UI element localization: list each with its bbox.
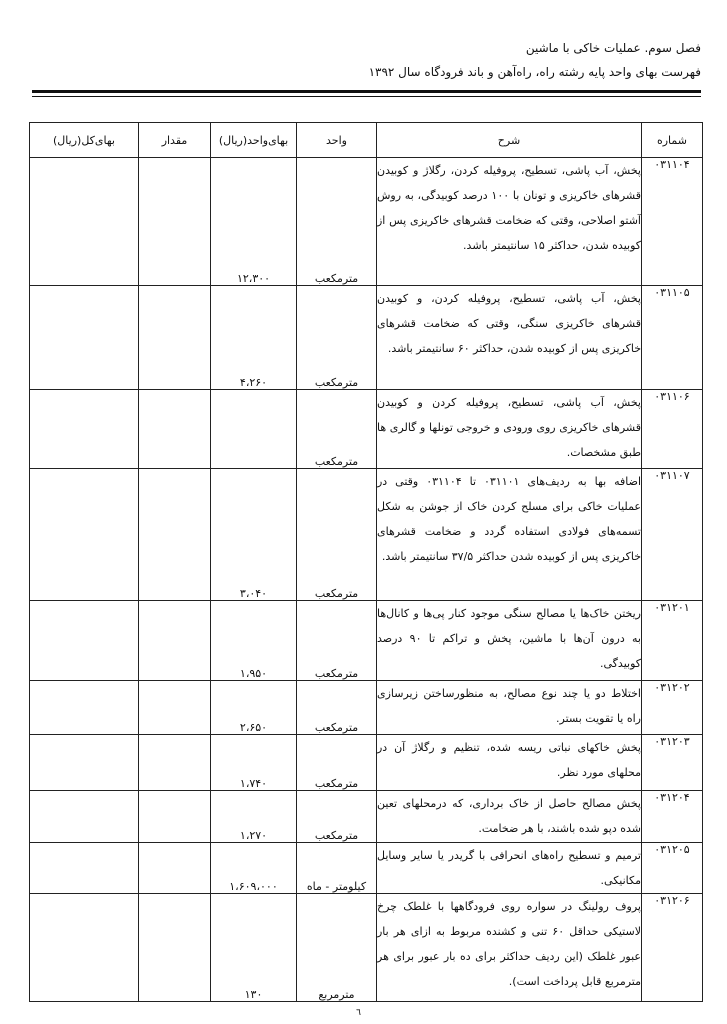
rates-table: [29, 122, 703, 1002]
row-number: ۰۳۱۱۰۵: [642, 286, 703, 390]
row-quantity: [139, 681, 211, 735]
header-number: شماره: [642, 123, 703, 158]
row-quantity: [139, 286, 211, 390]
row-description: اضافه بها به ردیف‌های ۰۳۱۱۰۱ تا ۰۳۱۱۰۴ وقتی در عملیات خاکی برای مسلح کردن خاک از جوشن به شکل تسمه‌های فولادی استفاده گردد و ضخامت قشرهای خاکریزی پس از کوبیده شدن حداکثر ۳۷/۵ سانتیمتر باشد.: [377, 469, 642, 601]
row-number: ۰۳۱۲۰۱: [642, 601, 703, 681]
row-total: [30, 286, 139, 390]
row-description: پخش مصالح حاصل از خاک برداری، که درمحلهای تعین شده دپو شده باشند، با هر ضخامت.: [377, 791, 642, 843]
row-quantity: [139, 469, 211, 601]
row-quantity: [139, 791, 211, 843]
table-row: [30, 390, 703, 469]
row-quantity: [139, 735, 211, 791]
row-unit: کیلومتر - ماه: [297, 843, 377, 894]
table-row: [30, 286, 703, 390]
row-description: اختلاط دو یا چند نوع مصالح، به منظورساختن زیرسازی راه یا تقویت بستر.: [377, 681, 642, 735]
header-quantity: مقدار: [139, 123, 211, 158]
row-description: ترمیم و تسطیح راه‌های انحرافی با گریدر یا سایر وسایل مکانیکی.: [377, 843, 642, 894]
row-total: [30, 601, 139, 681]
table-row: [30, 843, 703, 894]
row-unit-price: ۱،۷۴۰: [211, 735, 297, 791]
row-unit-price: ۴،۲۶۰: [211, 286, 297, 390]
row-number: ۰۳۱۲۰۵: [642, 843, 703, 894]
row-unit: مترمکعب: [297, 469, 377, 601]
table-header-row: [30, 123, 703, 158]
row-description: ریختن خاک‌ها یا مصالح سنگی موجود کنار پی‌ها و کانال‌ها به درون آن‌ها با ماشین، پخش و تراکم تا ۹۰ درصد کوبیدگی.: [377, 601, 642, 681]
list-subtitle: فهرست بهای واحد پایه رشته راه، راه‌آهن و باند فرودگاه سال ۱۳۹۲: [368, 65, 701, 79]
row-unit: مترمکعب: [297, 390, 377, 469]
header-unit-price: بهای‌واحد(ریال): [211, 123, 297, 158]
row-description: پخش، آب پاشی، تسطیح، پروفیله کردن، رگلاژ و کوبیدن قشرهای خاکریزی و تونان با ۱۰۰ درصد کوبیدگی، به روش آشتو اصلاحی، وقتی که ضخامت قشرهای خاکریزی پس از کوبیده شدن، حداکثر ۱۵ سانتیمتر باشد.: [377, 158, 642, 286]
row-total: [30, 390, 139, 469]
row-number: ۰۳۱۱۰۷: [642, 469, 703, 601]
table-row: [30, 894, 703, 1002]
row-unit: مترمکعب: [297, 681, 377, 735]
page-header: [30, 36, 701, 84]
row-quantity: [139, 390, 211, 469]
row-number: ۰۳۱۲۰۶: [642, 894, 703, 1002]
row-number: ۰۳۱۲۰۳: [642, 735, 703, 791]
row-total: [30, 158, 139, 286]
header-rule-thick: [32, 90, 701, 93]
header-unit: واحد: [297, 123, 377, 158]
row-unit: مترمکعب: [297, 735, 377, 791]
row-total: [30, 469, 139, 601]
table-row: [30, 601, 703, 681]
table-row: [30, 681, 703, 735]
row-unit-price: [211, 390, 297, 469]
row-unit-price: ۱۲،۳۰۰: [211, 158, 297, 286]
row-description: پروف رولینگ در سواره روی فرودگاهها با غلطک چرخ لاستیکی حداقل ۶۰ تنی و کشنده مربوط به ازای هر بار عبور غلطک (این ردیف حداکثر برای ده بار عبور برای هر مترمربع قابل پرداخت است).: [377, 894, 642, 1002]
row-description: پخش، آب پاشی، تسطیح، پروفیله کردن و کوبیدن قشرهای خاکریزی روی ورودی و خروجی تونلها و گالری ها طبق مشخصات.: [377, 390, 642, 469]
row-unit-price: ۲،۶۵۰: [211, 681, 297, 735]
table-row: [30, 469, 703, 601]
row-total: [30, 894, 139, 1002]
header-rule-thin: [32, 96, 701, 97]
row-unit-price: ۳،۰۴۰: [211, 469, 297, 601]
row-number: ۰۳۱۱۰۴: [642, 158, 703, 286]
row-quantity: [139, 601, 211, 681]
row-unit: مترمکعب: [297, 791, 377, 843]
row-number: ۰۳۱۱۰۶: [642, 390, 703, 469]
table-row: [30, 791, 703, 843]
row-unit: مترمکعب: [297, 601, 377, 681]
chapter-title: فصل سوم. عملیات خاکی با ماشین: [525, 41, 701, 55]
row-unit-price: ۱۳۰: [211, 894, 297, 1002]
row-number: ۰۳۱۲۰۴: [642, 791, 703, 843]
row-description: پخش، آب پاشی، تسطیح، پروفیله کردن، و کوبیدن قشرهای خاکریزی سنگی، وقتی که ضخامت قشرهای خاکریزی پس از کوبیده شدن، حداکثر ۶۰ سانتیمتر باشد.: [377, 286, 642, 390]
row-total: [30, 681, 139, 735]
row-unit: مترمکعب: [297, 158, 377, 286]
row-total: [30, 791, 139, 843]
row-total: [30, 843, 139, 894]
row-description: پخش خاکهای نباتی ریسه شده، تنظیم و رگلاژ آن در محلهای مورد نظر.: [377, 735, 642, 791]
row-unit-price: ۱،۶۰۹،۰۰۰: [211, 843, 297, 894]
row-quantity: [139, 843, 211, 894]
row-total: [30, 735, 139, 791]
row-number: ۰۳۱۲۰۲: [642, 681, 703, 735]
table-row: [30, 158, 703, 286]
row-unit: مترمربع: [297, 894, 377, 1002]
row-unit: مترمکعب: [297, 286, 377, 390]
header-total: بهای‌کل(ریال): [30, 123, 139, 158]
row-unit-price: ۱،۹۵۰: [211, 601, 297, 681]
page-mark: ٦: [356, 1008, 361, 1018]
table-row: [30, 735, 703, 791]
row-unit-price: ۱،۲۷۰: [211, 791, 297, 843]
row-quantity: [139, 158, 211, 286]
row-quantity: [139, 894, 211, 1002]
header-description: شرح: [377, 123, 642, 158]
